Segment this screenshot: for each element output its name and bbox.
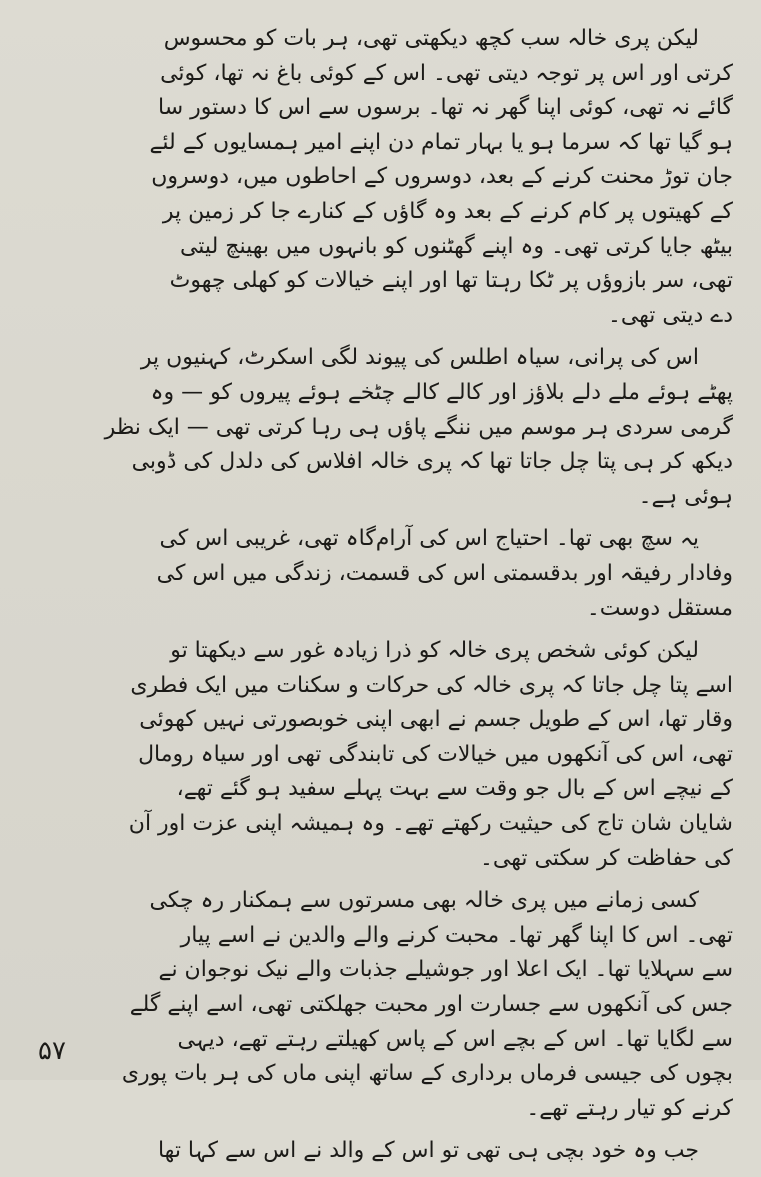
text-line: کی حفاظت کر سکتی تھی۔ [480,845,733,871]
text-line: گرمی سردی ہر موسم میں ننگے پاؤں ہی رہا کرتی تھی — ایک نظر [104,414,733,440]
text-line: مستقل دوست۔ [586,595,733,621]
text-line: تھی۔ اس کا اپنا گھر تھا۔ محبت کرنے والے والدین نے اسے پیار [180,922,733,948]
text-line: گائے نہ تھی، کوئی اپنا گھر نہ تھا۔ برسوں سے اس کا دستور سا [158,95,733,121]
text-line: جان توڑ محنت کرنے کے بعد، دوسروں کے احاطوں میں، دوسروں [151,164,733,190]
page-number: ۵۷ [38,1036,66,1066]
text-line: ہوئی ہے۔ [638,483,733,509]
text-line: جس کی آنکھوں سے جسارت اور محبت جھلکتی تھی، اسے اپنے گلے [129,992,733,1018]
paragraph-6 [30,1134,733,1169]
text-line: کسی زمانے میں پری خالہ بھی مسرتوں سے ہمکنار رہ چکی [149,888,699,914]
page-body-text [30,22,733,1177]
text-line: سے سہلایا تھا۔ ایک اعلا اور جوشیلے جذبات والے نیک نوجوان نے [158,957,733,983]
paragraph-5 [30,884,733,1126]
text-line: اس کی پرانی، سیاہ اطلس کی پیوند لگی اسکرٹ، کہنیوں پر [140,345,699,371]
text-line: شایان شان تاج کی حیثیت رکھتے تھے۔ وہ ہمیشہ اپنی عزت اور آن [128,811,733,837]
text-line: بچوں کی جیسی فرماں برداری کے ساتھ اپنی ماں کی ہر بات پوری [121,1061,733,1087]
text-line: وفادار رفیقہ اور بدقسمتی اس کی قسمت، زندگی میں اس کی [156,560,733,586]
paragraph-3 [30,522,733,626]
text-line: کے کھیتوں پر کام کرنے کے بعد وہ گاؤں کے کنارے جا کر زمین پر [162,198,733,224]
paragraph-1 [30,22,733,333]
text-line: جب وہ خود بچی ہی تھی تو اس کے والد نے اس سے کہا تھا [157,1138,699,1164]
text-line: وقار تھا، اس کے طویل جسم نے ابھی اپنی خوبصورتی نہیں کھوئی [139,707,733,733]
text-line: کے نیچے اس کے بال جو وقت سے بہت پہلے سفید ہو گئے تھے، [176,776,733,802]
text-line: تھی، سر بازوؤں پر ٹکا رہتا تھا اور اپنے خیالات کو کھلی چھوٹ [169,268,733,294]
text-line: تھی، اس کی آنکھوں میں خیالات کی تابندگی تھی اور سیاہ رومال [138,741,733,767]
text-line: اسے پتا چل جاتا کہ پری خالہ کی حرکات و سکنات میں ایک فطری [130,672,733,698]
paragraph-4 [30,634,733,876]
text-line: ہو گیا تھا کہ سرما ہو یا بہار تمام دن اپنے امیر ہمسایوں کے لئے [149,129,733,155]
text-line: دے دیتی تھی۔ [607,302,733,328]
text-line: کرنے کو تیار رہتے تھے۔ [526,1095,733,1121]
text-line: سے لگایا تھا۔ اس کے بچے اس کے پاس کھیلتے رہتے تھے، دیہی [177,1026,733,1052]
text-line: بیٹھ جایا کرتی تھی۔ وہ اپنے گھٹنوں کو بانہوں میں بھینچ لیتی [179,233,733,259]
text-line: یہ سچ بھی تھا۔ احتیاج اس کی آرام‌گاہ تھی، غریبی اس کی [159,526,699,552]
text-line: لیکن کوئی شخص پری خالہ کو ذرا زیادہ غور سے دیکھتا تو [170,638,699,664]
text-line: دیکھ کر ہی پتا چل جاتا تھا کہ پری خالہ افلاس کی دلدل کی ڈوبی [131,449,733,475]
text-line: کرتی اور اس پر توجہ دیتی تھی۔ اس کے کوئی باغ نہ تھا، کوئی [160,60,733,86]
text-line: پھٹے ہوئے ملے دلے بلاؤز اور کالے کالے چٹخے ہوئے پیروں کو — وہ [150,379,733,405]
paragraph-2 [30,341,733,514]
text-line: لیکن پری خالہ سب کچھ دیکھتی تھی، ہر بات کو محسوس [163,26,699,51]
